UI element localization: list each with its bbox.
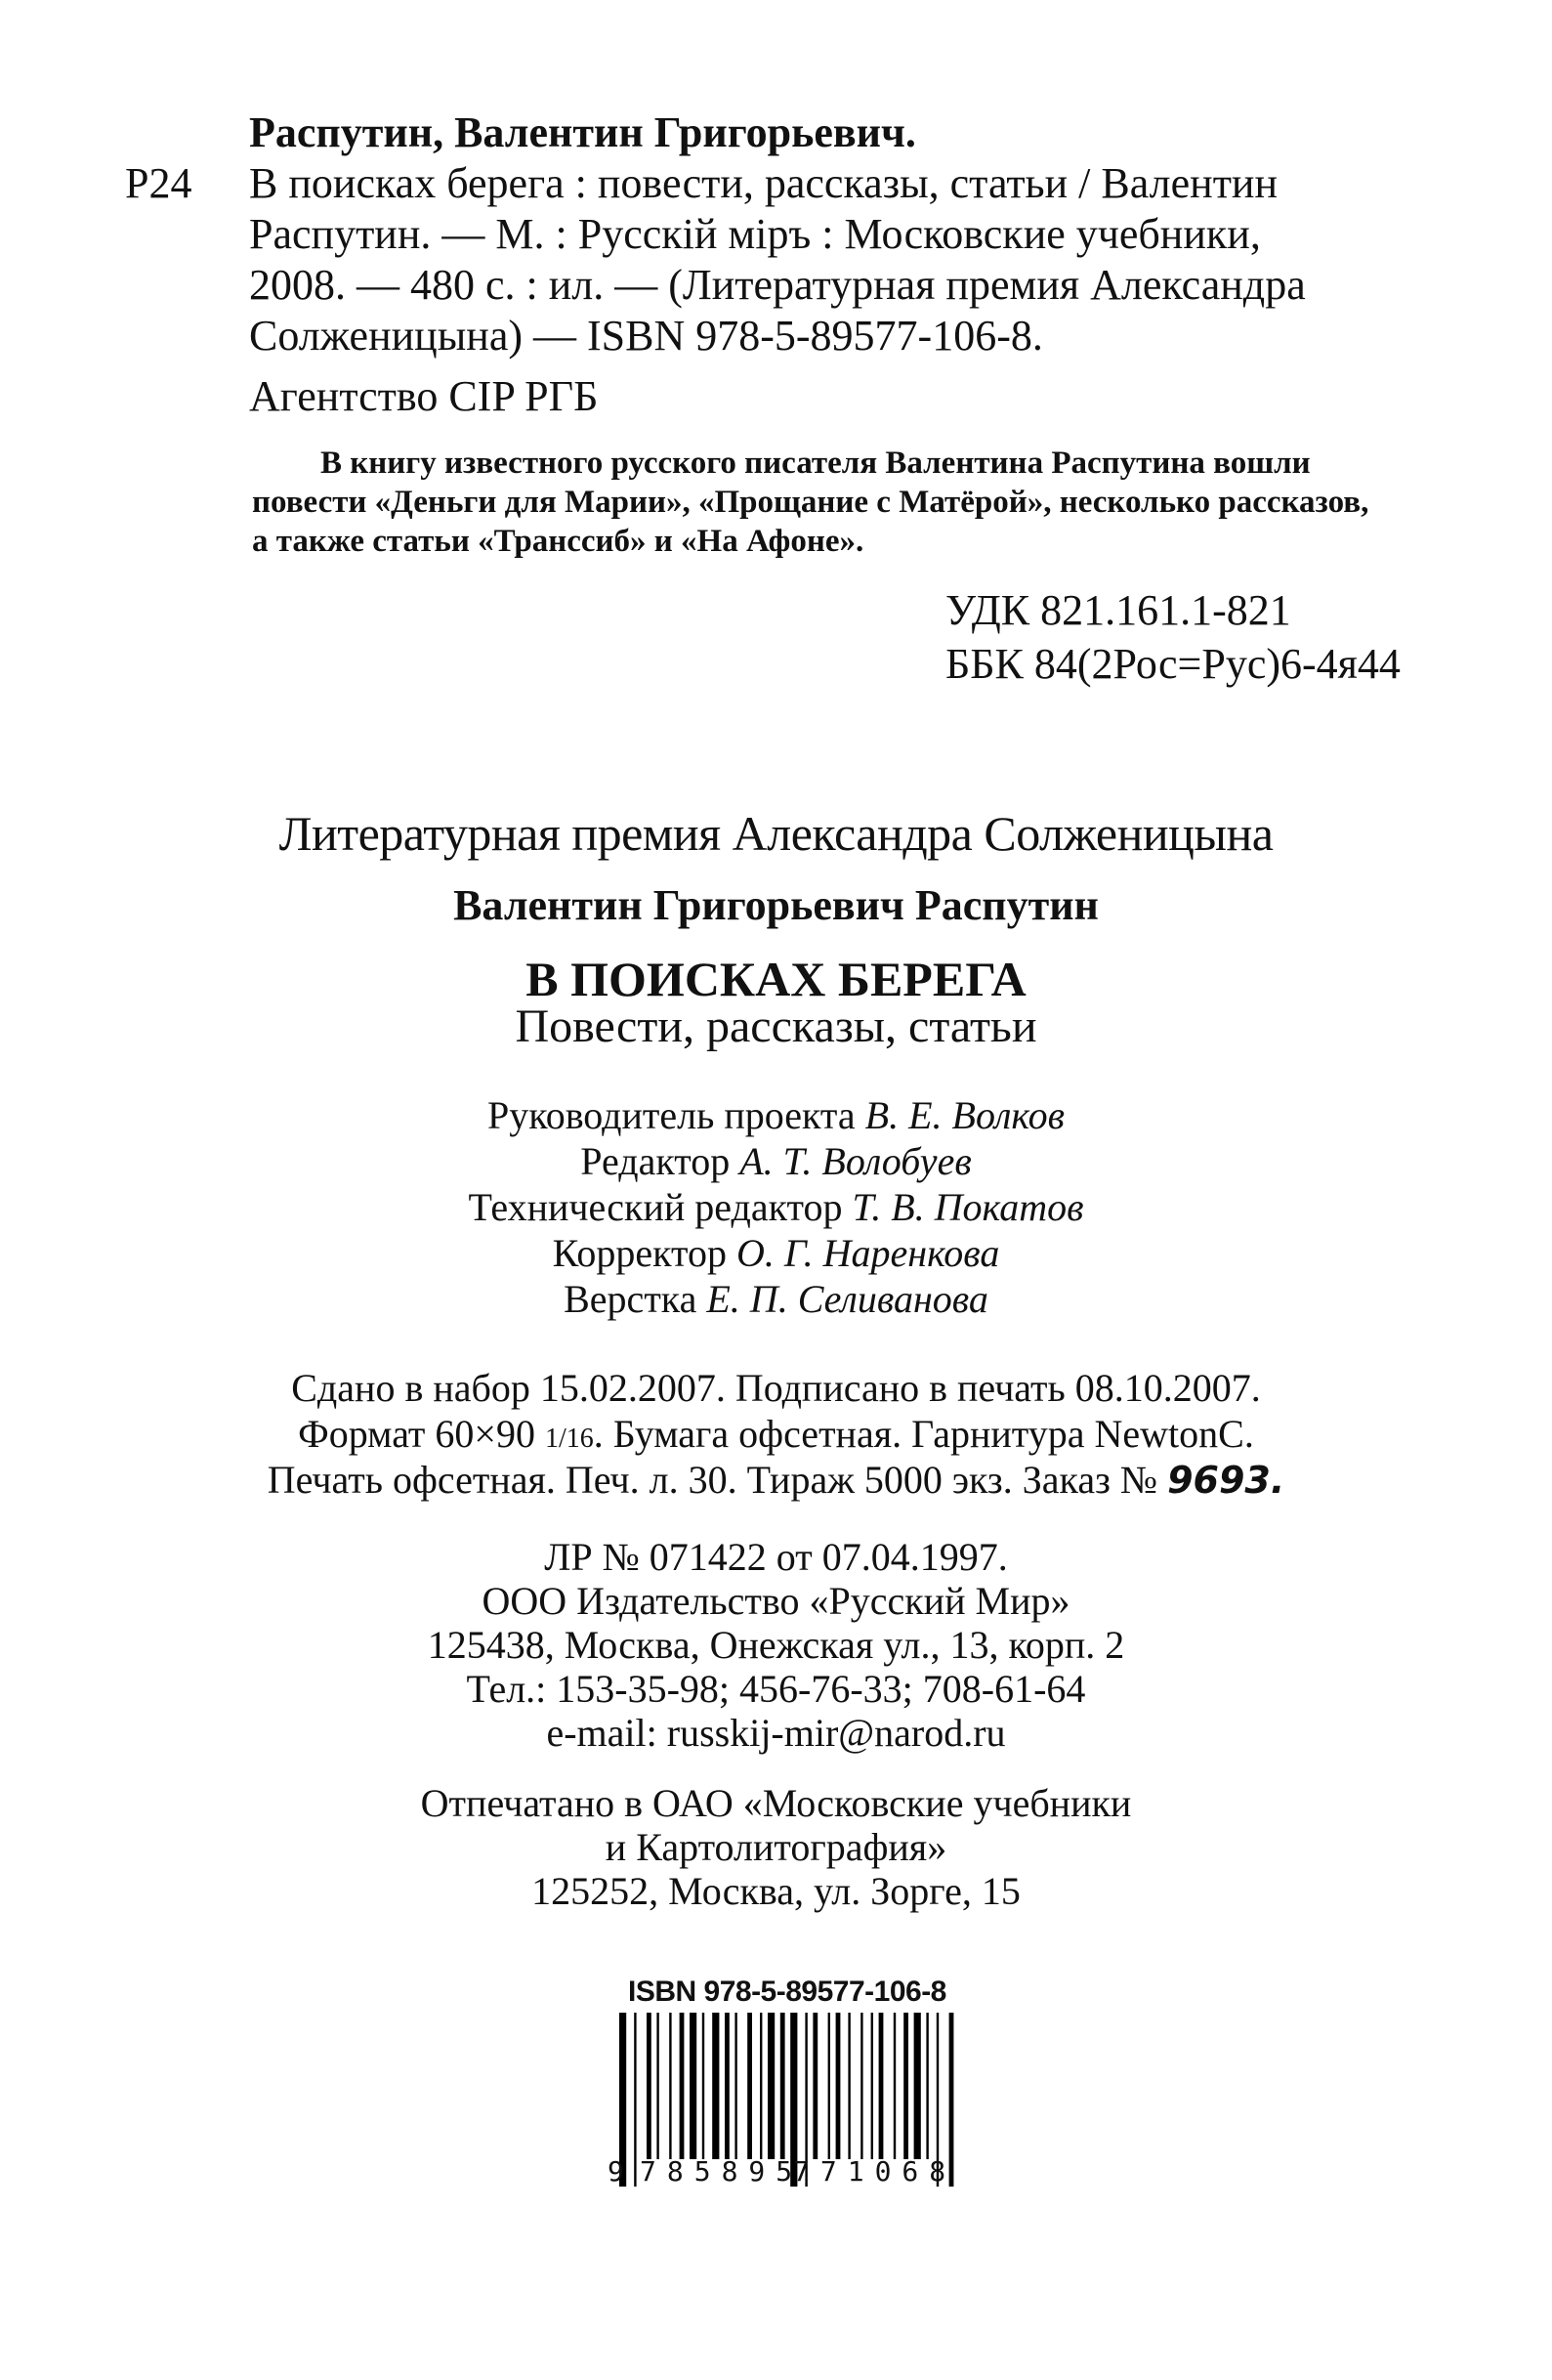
udk-code: УДК 821.161.1-821 <box>945 586 1291 634</box>
publisher-line: Тел.: 153-35-98; 456-76-33; 708-61-64 <box>466 1667 1086 1711</box>
catalog-line-3: 2008. — 480 с. : ил. — (Литературная премия Александра <box>249 261 1306 309</box>
publisher-line: ООО Издательство «Русский Мир» <box>482 1579 1070 1623</box>
barcode-bar <box>669 2013 671 2159</box>
credit-line <box>0 1184 1552 1231</box>
catalog-line-2: Распутин. — М. : Русскiй мiръ : Московские учебники, <box>249 210 1261 258</box>
handwritten-order-number: 9693. <box>1167 1459 1285 1502</box>
book-author: Валентин Григорьевич Распутин <box>453 881 1099 929</box>
barcode-bar <box>780 2013 785 2159</box>
print-details-line-3 <box>0 1457 1552 1504</box>
printed-by-line: 125252, Москва, ул. Зорге, 15 <box>531 1869 1021 1913</box>
print-details-line-2 <box>0 1411 1552 1463</box>
credit-person: В. Е. Волков <box>864 1093 1065 1137</box>
barcode-bar <box>656 2013 658 2159</box>
barcode-bar <box>828 2013 830 2159</box>
annotation-line-3: а также статьи «Транссиб» и «На Афоне». <box>252 524 864 559</box>
barcode-bar <box>747 2013 752 2159</box>
annotation-line-1: В книгу известного русского писателя Валентина Распутина вошли <box>320 446 1311 481</box>
book-title: В ПОИСКАХ БЕРЕГА <box>525 952 1027 1006</box>
credit-person: А. Т. Волобуев <box>739 1139 972 1183</box>
catalog-code: Р24 <box>125 159 192 207</box>
barcode-bar <box>836 2013 841 2159</box>
printed-by-line: и Картолитография» <box>605 1825 947 1869</box>
barcode-bar <box>879 2013 884 2159</box>
publisher-email: e-mail: russkij-mir@narod.ru <box>546 1711 1006 1755</box>
barcode-digit-first: 9 <box>608 2155 635 2188</box>
barcode-bar <box>690 2013 696 2159</box>
bbk-code: ББК 84(2Рос=Рус)6-4я44 <box>945 640 1401 688</box>
barcode-bar <box>760 2013 762 2159</box>
barcode-bar <box>871 2013 873 2159</box>
barcode-digits-left: 785895 <box>640 2155 804 2188</box>
credit-person: Т. В. Покатов <box>852 1185 1084 1229</box>
barcode-bar <box>860 2013 862 2159</box>
format-text: Формат 60×90 <box>298 1412 545 1456</box>
credit-line <box>0 1138 1552 1185</box>
catalog-line-1: В поисках берега : повести, рассказы, статьи / Валентин <box>249 159 1279 207</box>
barcode-isbn-label: ISBN 978-5-89577-106-8 <box>628 1976 946 2008</box>
barcode-bar <box>734 2013 736 2159</box>
barcode-bar <box>768 2013 775 2159</box>
catalog-agency: Агентство CIP РГБ <box>249 372 599 420</box>
series-title: Литературная премия Александра Солженицына <box>278 806 1274 861</box>
credit-role: Руководитель проекта <box>487 1093 856 1137</box>
catalog-line-4: Солженицына) — ISBN 978-5-89577-106-8. <box>249 312 1043 360</box>
barcode-bar <box>894 2013 896 2159</box>
barcode-bar <box>903 2013 908 2159</box>
credit-line <box>0 1276 1552 1323</box>
barcode-bar <box>926 2013 928 2159</box>
credit-line <box>0 1230 1552 1277</box>
barcode-bar <box>914 2013 921 2159</box>
barcode-digits-right: 771068 <box>793 2155 957 2188</box>
barcode-bar <box>712 2013 719 2159</box>
barcode-bar <box>702 2013 704 2159</box>
publisher-line: 125438, Москва, Онежская ул., 13, корп. 2 <box>427 1623 1125 1667</box>
barcode-bar <box>848 2013 850 2159</box>
credit-person: Е. П. Селиванова <box>706 1277 988 1321</box>
barcode-bar <box>680 2013 685 2159</box>
credit-role: Корректор <box>552 1231 727 1275</box>
credit-person: О. Г. Наренкова <box>735 1231 1000 1275</box>
paper-text: . Бумага офсетная. Гарнитура NewtonC. <box>593 1412 1254 1456</box>
credit-role: Верстка <box>564 1277 697 1321</box>
printed-by-line: Отпечатано в ОАО «Московские учебники <box>420 1781 1132 1825</box>
credit-line <box>0 1092 1552 1139</box>
format-fraction: 1/16 <box>544 1424 594 1454</box>
credit-role: Технический редактор <box>468 1185 843 1229</box>
publisher-line: ЛР № 071422 от 07.04.1997. <box>544 1535 1008 1579</box>
annotation-line-2: повести «Деньги для Марии», «Прощание с Матёрой», несколько рассказов, <box>252 485 1369 520</box>
credit-role: Редактор <box>580 1139 731 1183</box>
barcode-bar <box>647 2013 651 2159</box>
print-details-line-1: Сдано в набор 15.02.2007. Подписано в печать 08.10.2007. <box>291 1366 1261 1410</box>
barcode-bar <box>725 2013 730 2159</box>
print-run-text: Печать офсетная. Печ. л. 30. Тираж 5000 экз. Заказ № <box>267 1458 1158 1502</box>
catalog-author: Распутин, Валентин Григорьевич. <box>249 108 916 156</box>
barcode-bar <box>813 2013 818 2159</box>
book-subtitle: Повести, рассказы, статьи <box>515 1000 1037 1052</box>
